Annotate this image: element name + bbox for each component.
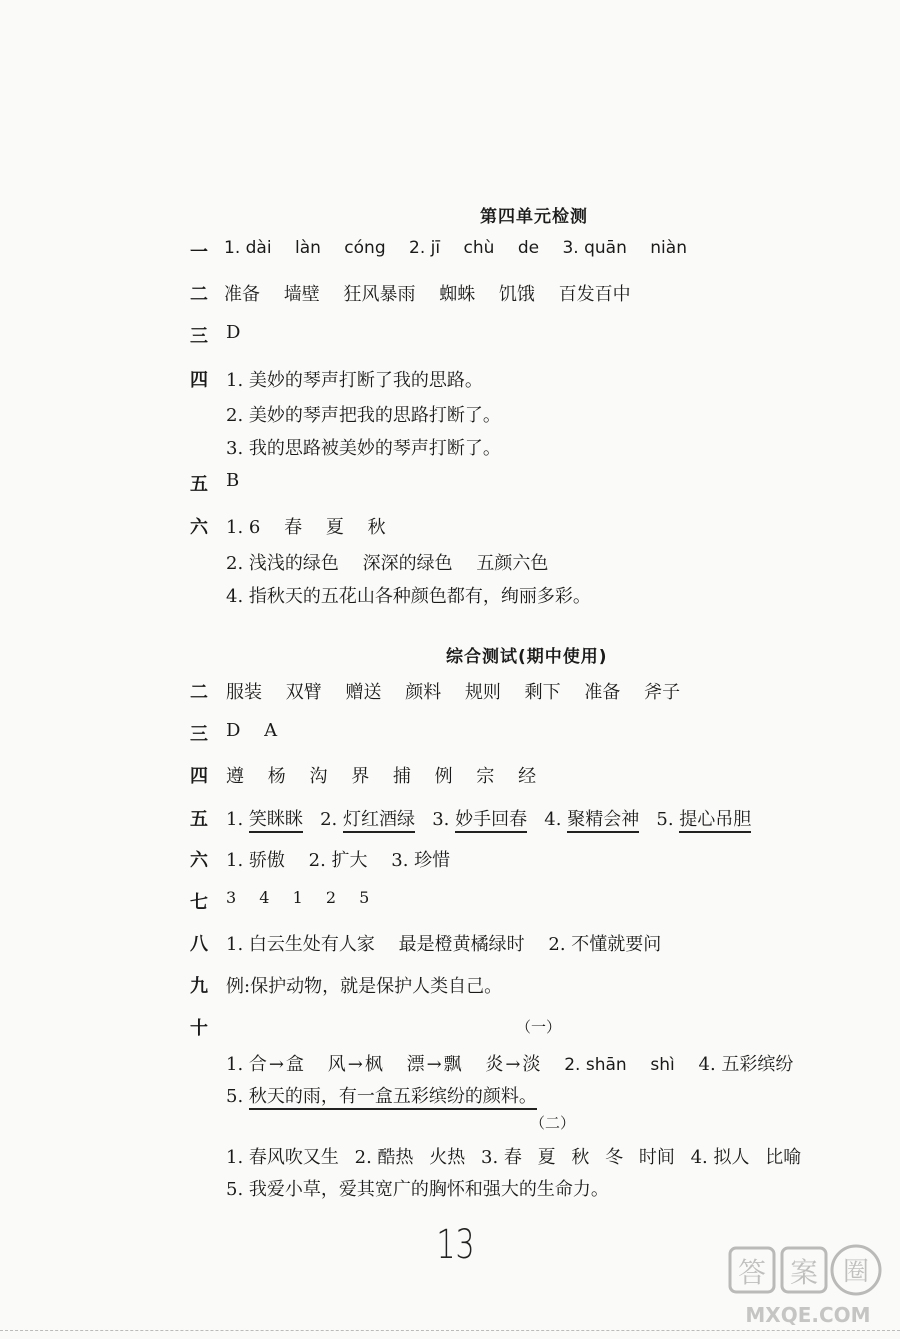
idiom-answer: 提心吊胆 bbox=[679, 809, 751, 833]
answer-item: 4. 五彩缤纷 bbox=[698, 1054, 794, 1075]
unit4-q2-label: 二 bbox=[190, 284, 208, 305]
answer-item: 秋 bbox=[571, 1147, 590, 1168]
watermark-char-3: 圈 bbox=[842, 1257, 870, 1287]
answer-item: 3. quān bbox=[562, 238, 627, 258]
midterm-q7-answers bbox=[226, 888, 369, 907]
midterm-q10-part1-line2 bbox=[226, 1082, 537, 1108]
unit4-q2-answers bbox=[224, 280, 631, 306]
answer-item: 规则 bbox=[464, 682, 501, 703]
answer-item: 百发百中 bbox=[558, 284, 631, 305]
midterm-q3-answers bbox=[226, 720, 277, 741]
answer-item: shì bbox=[650, 1055, 675, 1075]
midterm-q10-part1-line1 bbox=[226, 1050, 793, 1076]
answer-item: 漂 bbox=[406, 1054, 425, 1075]
midterm-q2-answers bbox=[226, 678, 680, 704]
item-number: 4. bbox=[544, 809, 562, 830]
answer-item: 界 bbox=[351, 766, 370, 787]
item-number: 1. bbox=[226, 809, 244, 830]
answer-item: 准备 bbox=[584, 682, 621, 703]
answer-item: 1 bbox=[292, 888, 303, 907]
midterm-q9-answer: 例:保护动物，就是保护人类自己。 bbox=[226, 976, 503, 997]
midterm-q8-answers bbox=[226, 930, 661, 956]
idiom-answer: 灯红酒绿 bbox=[343, 809, 415, 833]
answer-item: 火热 bbox=[429, 1147, 466, 1168]
idiom-answer: 笑眯眯 bbox=[249, 809, 303, 833]
answer-item: 秋 bbox=[367, 517, 386, 538]
midterm-q4-label: 四 bbox=[190, 766, 208, 787]
idiom-answer: 妙手回春 bbox=[455, 809, 527, 833]
midterm-q3-label: 三 bbox=[190, 724, 208, 745]
answer-item: 1. 白云生处有人家 bbox=[226, 934, 375, 955]
answer-item: 2. 扩大 bbox=[308, 850, 368, 871]
arrow-icon: → bbox=[347, 1054, 363, 1075]
answer-item: cóng bbox=[344, 238, 386, 258]
answer-item: 饥饿 bbox=[498, 284, 535, 305]
unit4-q1-answers bbox=[224, 238, 687, 258]
answer-item: 斧子 bbox=[644, 682, 681, 703]
unit4-q3-label: 三 bbox=[190, 326, 208, 347]
answer-item: 蜘蛛 bbox=[439, 284, 476, 305]
midterm-q5-label: 五 bbox=[190, 809, 208, 830]
answer-item: 1. 6 bbox=[226, 517, 261, 538]
answer-item: 2. jī bbox=[409, 238, 441, 258]
item-number: 3. bbox=[432, 809, 450, 830]
unit4-title: 第四单元检测 bbox=[480, 207, 588, 227]
idiom-answer: 聚精会神 bbox=[567, 809, 639, 833]
arrow-icon: → bbox=[426, 1054, 442, 1075]
answer-item: 狂风暴雨 bbox=[343, 284, 416, 305]
midterm-q4-answers bbox=[226, 762, 536, 788]
arrow-icon: → bbox=[268, 1054, 284, 1075]
midterm-q10-part2-line1 bbox=[226, 1143, 801, 1169]
answer-item: D bbox=[226, 720, 241, 741]
answer-item: 赠送 bbox=[345, 682, 382, 703]
answer-item: 时间 bbox=[638, 1147, 675, 1168]
midterm-q5-answers bbox=[226, 805, 751, 831]
midterm-q10-part2-heading: （二） bbox=[530, 1114, 576, 1132]
sentence-answer: 秋天的雨，有一盒五彩缤纷的颜料。 bbox=[249, 1086, 537, 1110]
answer-item: 盒 bbox=[286, 1054, 304, 1075]
midterm-q8-label: 八 bbox=[190, 934, 208, 955]
answer-item: 4. 拟人 bbox=[690, 1147, 750, 1168]
answer-item: 1. 春风吹又生 bbox=[226, 1147, 339, 1168]
answer-item: 杨 bbox=[267, 766, 286, 787]
answer-item: 准备 bbox=[224, 284, 260, 305]
midterm-q6-answers bbox=[226, 846, 450, 872]
answer-item: 春 bbox=[284, 517, 303, 538]
unit4-q3-answer: D bbox=[226, 322, 241, 343]
answer-item: 夏 bbox=[325, 517, 344, 538]
answer-item: chù bbox=[463, 238, 495, 258]
midterm-q10-part1-heading: （一） bbox=[516, 1018, 562, 1036]
answer-item: 风 bbox=[327, 1054, 346, 1075]
arrow-icon: → bbox=[505, 1054, 521, 1075]
answer-item: 墙壁 bbox=[283, 284, 320, 305]
answer-item: A bbox=[264, 720, 278, 741]
unit4-q6-line1 bbox=[226, 513, 386, 539]
answer-item: 1. 骄傲 bbox=[226, 850, 285, 871]
watermark-logo-icon bbox=[720, 1240, 890, 1330]
answer-item: 遵 bbox=[226, 766, 244, 787]
answer-item: 2 bbox=[325, 888, 337, 907]
answer-item: 夏 bbox=[537, 1147, 556, 1168]
answer-item: 经 bbox=[518, 766, 537, 787]
unit4-q4-line1: 1. 美妙的琴声打断了我的思路。 bbox=[226, 370, 483, 391]
watermark-logo bbox=[720, 1240, 890, 1330]
watermark-url: MXQE.COM bbox=[745, 1303, 871, 1327]
unit4-q4-line3: 3. 我的思路被美妙的琴声打断了。 bbox=[226, 438, 501, 459]
unit4-q1-label: 一 bbox=[190, 242, 208, 263]
answer-item: 3 bbox=[226, 888, 237, 907]
answer-item: de bbox=[517, 238, 540, 258]
watermark-char-2: 案 bbox=[789, 1256, 819, 1289]
page-number: 13 bbox=[436, 1222, 475, 1268]
unit4-q4-line2: 2. 美妙的琴声把我的思路打断了。 bbox=[226, 405, 501, 426]
answer-item: 淡 bbox=[522, 1054, 541, 1075]
midterm-q6-label: 六 bbox=[190, 850, 208, 871]
answer-item: 枫 bbox=[364, 1054, 383, 1075]
answer-item: 最是橙黄橘绿时 bbox=[398, 934, 525, 955]
midterm-title: 综合测试(期中使用) bbox=[446, 647, 608, 667]
answer-item: 2. 酷热 bbox=[354, 1147, 414, 1168]
answer-item: 1. dài bbox=[224, 238, 272, 258]
answer-item: 炎 bbox=[485, 1054, 504, 1075]
midterm-q10-label: 十 bbox=[190, 1018, 208, 1039]
answer-item: 飘 bbox=[443, 1054, 462, 1075]
unit4-q4-label: 四 bbox=[190, 370, 208, 391]
answer-item: 2. shān bbox=[564, 1055, 627, 1075]
answer-item: 3. 春 bbox=[481, 1147, 522, 1168]
unit4-q5-label: 五 bbox=[190, 474, 208, 495]
unit4-q5-answer: B bbox=[226, 470, 240, 491]
answer-item: niàn bbox=[650, 238, 687, 258]
answer-item: 5 bbox=[359, 888, 370, 907]
answer-item: 沟 bbox=[309, 766, 328, 787]
answer-item: 1. 合 bbox=[226, 1054, 267, 1075]
answer-item: 4 bbox=[259, 888, 270, 907]
answer-item: làn bbox=[294, 238, 321, 258]
item-number: 2. bbox=[320, 809, 338, 830]
answer-item: 比喻 bbox=[765, 1147, 802, 1168]
answer-item: 双臂 bbox=[285, 682, 322, 703]
answer-item: 例 bbox=[434, 766, 453, 787]
answer-item: 宗 bbox=[476, 766, 495, 787]
midterm-q7-label: 七 bbox=[190, 892, 208, 913]
midterm-q10-part2-line2: 5. 我爱小草，爱其宽广的胸怀和强大的生命力。 bbox=[226, 1179, 609, 1200]
midterm-q9-label: 九 bbox=[190, 976, 208, 997]
unit4-q6-line3: 4. 指秋天的五花山各种颜色都有，绚丽多彩。 bbox=[226, 586, 591, 607]
answer-item: 服装 bbox=[226, 682, 262, 703]
unit4-q6-label: 六 bbox=[190, 517, 208, 538]
answer-item: 2. 浅浅的绿色 bbox=[226, 553, 339, 574]
item-number: 5. bbox=[656, 809, 674, 830]
watermark-char-1: 答 bbox=[737, 1256, 767, 1289]
answer-item: 冬 bbox=[605, 1147, 624, 1168]
answer-item: 颜料 bbox=[405, 682, 442, 703]
answer-item: 捕 bbox=[392, 766, 411, 787]
answer-item: 深深的绿色 bbox=[362, 553, 453, 574]
item-number: 5. bbox=[226, 1086, 244, 1107]
answer-item: 3. 珍惜 bbox=[391, 850, 451, 871]
answer-item: 剩下 bbox=[524, 682, 561, 703]
answer-item: 五颜六色 bbox=[476, 553, 549, 574]
unit4-q6-line2 bbox=[226, 549, 548, 575]
midterm-q2-label: 二 bbox=[190, 682, 208, 703]
answer-item: 2. 不懂就要问 bbox=[548, 934, 662, 955]
